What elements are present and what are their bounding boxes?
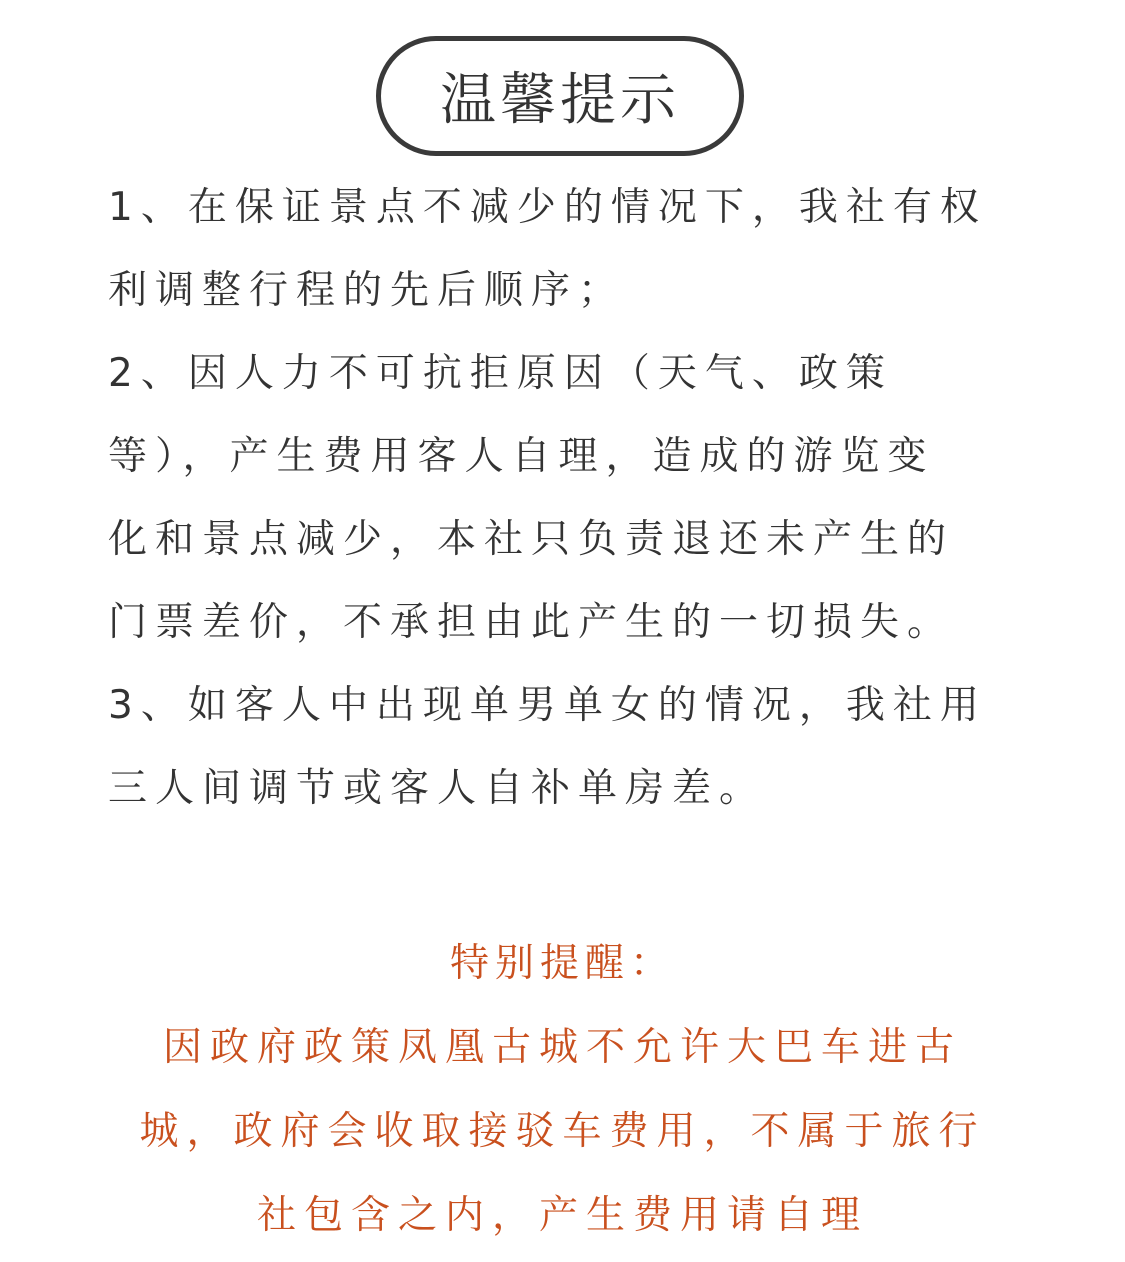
- special-reminder-title: 特别提醒：: [449, 941, 675, 986]
- notes-line: 3、如客人中出现单男单女的情况，我社用: [108, 683, 987, 728]
- notes-line: 化和景点减少，本社只负责退还未产生的: [108, 517, 955, 562]
- notes-line: 门票差价，不承担由此产生的一切损失。: [108, 600, 955, 645]
- notes-line: 利调整行程的先后顺序；: [108, 268, 626, 313]
- special-reminder-line: 社包含之内，产生费用请自理: [256, 1193, 868, 1238]
- special-reminder-section: [0, 922, 1125, 1258]
- notes-line: 2、因人力不可抗拒原因（天气、政策: [108, 351, 893, 396]
- notes-line: 1、在保证景点不减少的情况下，我社有权: [108, 185, 987, 230]
- notes-line: 三人间调节或客人自补单房差。: [108, 766, 767, 811]
- notes-section: [108, 166, 1008, 830]
- special-reminder-line: 因政府政策凤凰古城不允许大巴车进古: [162, 1025, 962, 1070]
- notes-line: 等），产生费用客人自理，造成的游览变: [108, 434, 935, 479]
- title-badge: [376, 36, 744, 156]
- page-title: 温馨提示: [440, 68, 680, 133]
- special-reminder-line: 城，政府会收取接驳车费用，不属于旅行: [139, 1109, 986, 1154]
